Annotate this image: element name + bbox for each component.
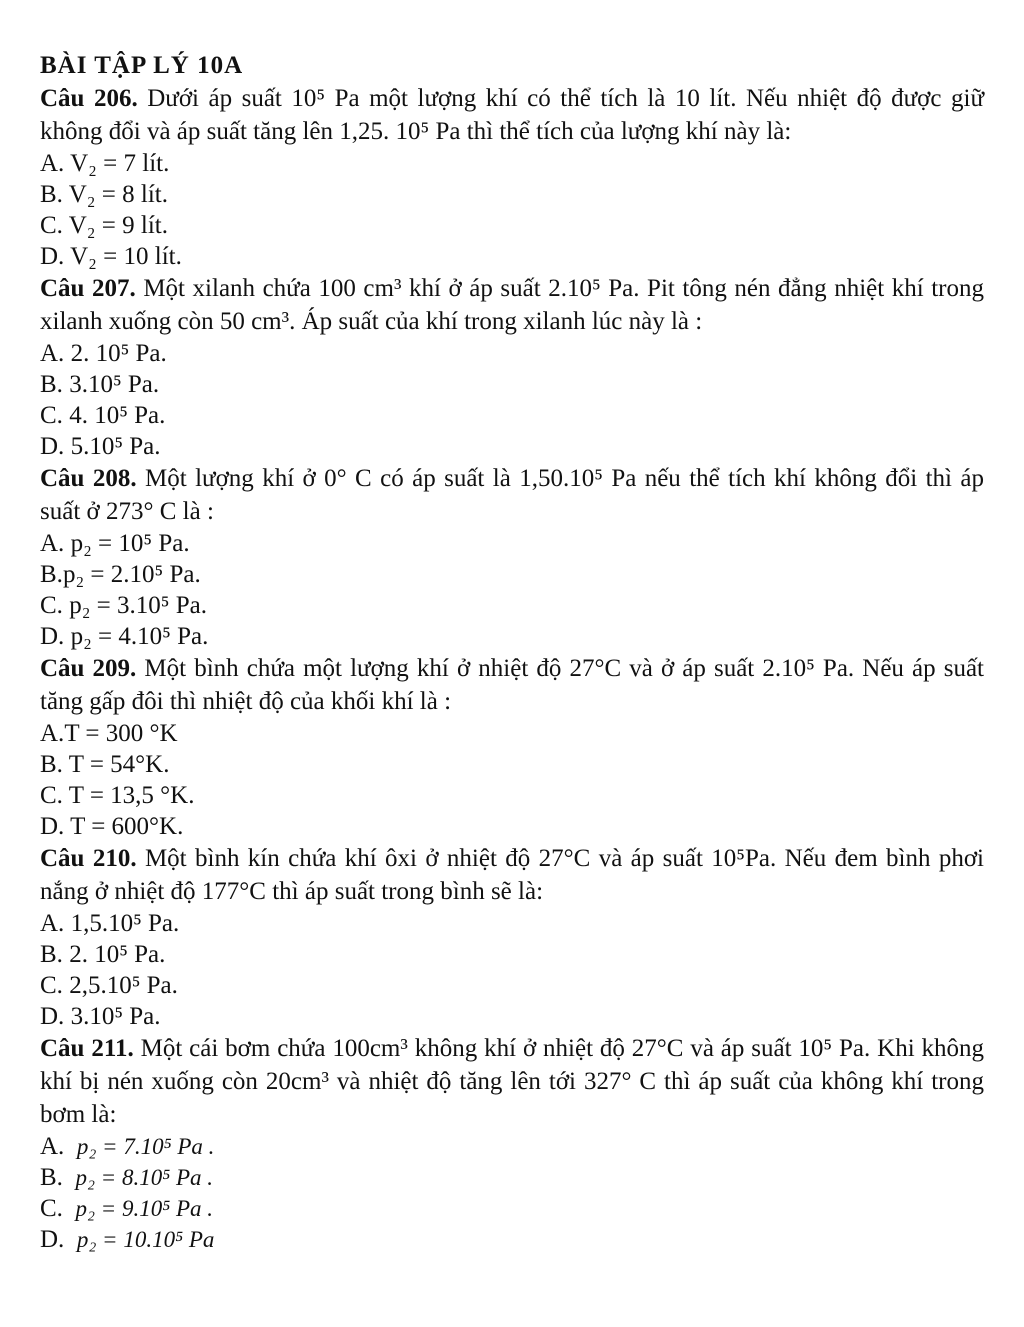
option-d	[40, 241, 984, 272]
question-number: Câu 208.	[40, 465, 137, 492]
option-c	[40, 780, 984, 811]
option-text: 3.10⁵ Pa.	[70, 1003, 161, 1030]
option-text: T = 600°K.	[70, 813, 184, 840]
option-letter: D.	[40, 243, 65, 270]
option-c	[40, 1193, 984, 1224]
option-letter: C.	[40, 402, 63, 429]
option-letter: B.	[40, 371, 63, 398]
question-211	[40, 1032, 984, 1255]
question-text: Một bình chứa một lượng khí ở nhiệt độ 27°C và ở áp suất 2.10⁵ Pa. Nếu áp suất tăng gấp đôi thì nhiệt độ của khối khí là :	[40, 655, 984, 715]
option-letter: D.	[40, 623, 65, 650]
option-b	[40, 939, 984, 970]
question-text: Một cái bơm chứa 100cm³ không khí ở nhiệt độ 27°C và áp suất 10⁵ Pa. Khi không khí bị nén xuống còn 20cm³ và nhiệt độ tăng lên tới 327° C thì áp suất của không khí trong bơm là:	[40, 1035, 985, 1128]
option-letter: C.	[40, 782, 63, 809]
option-text: p₂ = 8.10⁵ Pa .	[75, 1165, 213, 1190]
option-text: 2,5.10⁵ Pa.	[69, 972, 178, 999]
question-stem	[40, 82, 984, 148]
option-text: p₂ = 10⁵ Pa.	[70, 530, 190, 557]
option-d	[40, 1001, 984, 1032]
question-208	[40, 462, 984, 652]
option-b	[40, 559, 984, 590]
option-letter: A.	[40, 720, 65, 747]
page-title: BÀI TẬP LÝ 10A	[40, 52, 244, 79]
option-letter: D.	[40, 813, 65, 840]
option-c	[40, 970, 984, 1001]
question-stem	[40, 652, 984, 718]
question-stem	[40, 1032, 984, 1131]
option-letter: D.	[40, 433, 65, 460]
option-letter: C.	[40, 1195, 63, 1222]
option-text: p₂ = 10.10⁵ Pa	[76, 1227, 215, 1252]
option-letter: A.	[40, 150, 65, 177]
question-number: Câu 206.	[40, 85, 138, 112]
option-letter: B.	[40, 561, 63, 588]
option-text: T = 300 °K	[64, 720, 178, 747]
option-text: 2. 10⁵ Pa.	[69, 941, 166, 968]
option-text: 4. 10⁵ Pa.	[69, 402, 166, 429]
option-letter: B.	[40, 181, 63, 208]
option-d	[40, 1224, 984, 1255]
option-letter: D.	[40, 1003, 65, 1030]
option-a	[40, 908, 984, 939]
option-a	[40, 1131, 984, 1162]
option-c	[40, 210, 984, 241]
question-210	[40, 842, 984, 1032]
option-letter: A.	[40, 340, 65, 367]
option-b	[40, 369, 984, 400]
option-text: 5.10⁵ Pa.	[70, 433, 161, 460]
option-letter: C.	[40, 212, 63, 239]
option-d	[40, 811, 984, 842]
question-number: Câu 209.	[40, 655, 137, 682]
option-b	[40, 1162, 984, 1193]
option-letter: C.	[40, 592, 63, 619]
question-text: Một bình kín chứa khí ôxi ở nhiệt độ 27°C và áp suất 10⁵Pa. Nếu đem bình phơi nắng ở nhiệt độ 177°C thì áp suất trong bình sẽ là:	[40, 845, 984, 905]
option-b	[40, 179, 984, 210]
option-letter: B.	[40, 751, 63, 778]
question-number: Câu 207.	[40, 275, 136, 302]
option-c	[40, 590, 984, 621]
question-206	[40, 82, 984, 272]
option-a	[40, 148, 984, 179]
question-207	[40, 272, 984, 462]
option-a	[40, 528, 984, 559]
option-text: p₂ = 7.10⁵ Pa .	[76, 1134, 215, 1159]
question-stem	[40, 272, 984, 338]
option-letter: A.	[40, 910, 65, 937]
question-number: Câu 211.	[40, 1035, 134, 1062]
option-letter: A.	[40, 1133, 65, 1160]
option-letter: A.	[40, 530, 65, 557]
option-text: p₂ = 4.10⁵ Pa.	[70, 623, 209, 650]
option-d	[40, 621, 984, 652]
option-text: 3.10⁵ Pa.	[69, 371, 160, 398]
option-text: V₂ = 10 lít.	[70, 243, 182, 270]
option-text: p₂ = 2.10⁵ Pa.	[62, 561, 201, 588]
option-text: p₂ = 9.10⁵ Pa .	[75, 1196, 213, 1221]
option-text: V₂ = 8 lít.	[68, 181, 168, 208]
question-stem	[40, 462, 984, 528]
option-a	[40, 718, 984, 749]
option-text: T = 54°K.	[68, 751, 170, 778]
option-text: 1,5.10⁵ Pa.	[70, 910, 180, 937]
option-letter: C.	[40, 972, 63, 999]
question-209	[40, 652, 984, 842]
question-text: Một lượng khí ở 0° C có áp suất là 1,50.10⁵ Pa nếu thể tích khí không đổi thì áp suất ở 273° C là :	[40, 465, 984, 525]
question-text: Một xilanh chứa 100 cm³ khí ở áp suất 2.10⁵ Pa. Pit tông nén đẳng nhiệt khí trong xilanh xuống còn 50 cm³. Áp suất của khí trong xilanh lúc này là :	[40, 275, 984, 335]
question-text: Dưới áp suất 10⁵ Pa một lượng khí có thể tích là 10 lít. Nếu nhiệt độ được giữ không đổi và áp suất tăng lên 1,25. 10⁵ Pa thì thể tích của lượng khí này là:	[40, 85, 984, 145]
question-stem	[40, 842, 984, 908]
option-c	[40, 400, 984, 431]
option-text: p₂ = 3.10⁵ Pa.	[69, 592, 207, 619]
option-text: 2. 10⁵ Pa.	[70, 340, 167, 367]
option-a	[40, 338, 984, 369]
option-d	[40, 431, 984, 462]
option-letter: B.	[40, 941, 63, 968]
option-text: V₂ = 7 lít.	[70, 150, 170, 177]
question-number: Câu 210.	[40, 845, 137, 872]
option-letter: B.	[40, 1164, 63, 1191]
option-b	[40, 749, 984, 780]
option-text: V₂ = 9 lít.	[68, 212, 168, 239]
option-letter: D.	[40, 1226, 65, 1253]
option-text: T = 13,5 °K.	[68, 782, 195, 809]
